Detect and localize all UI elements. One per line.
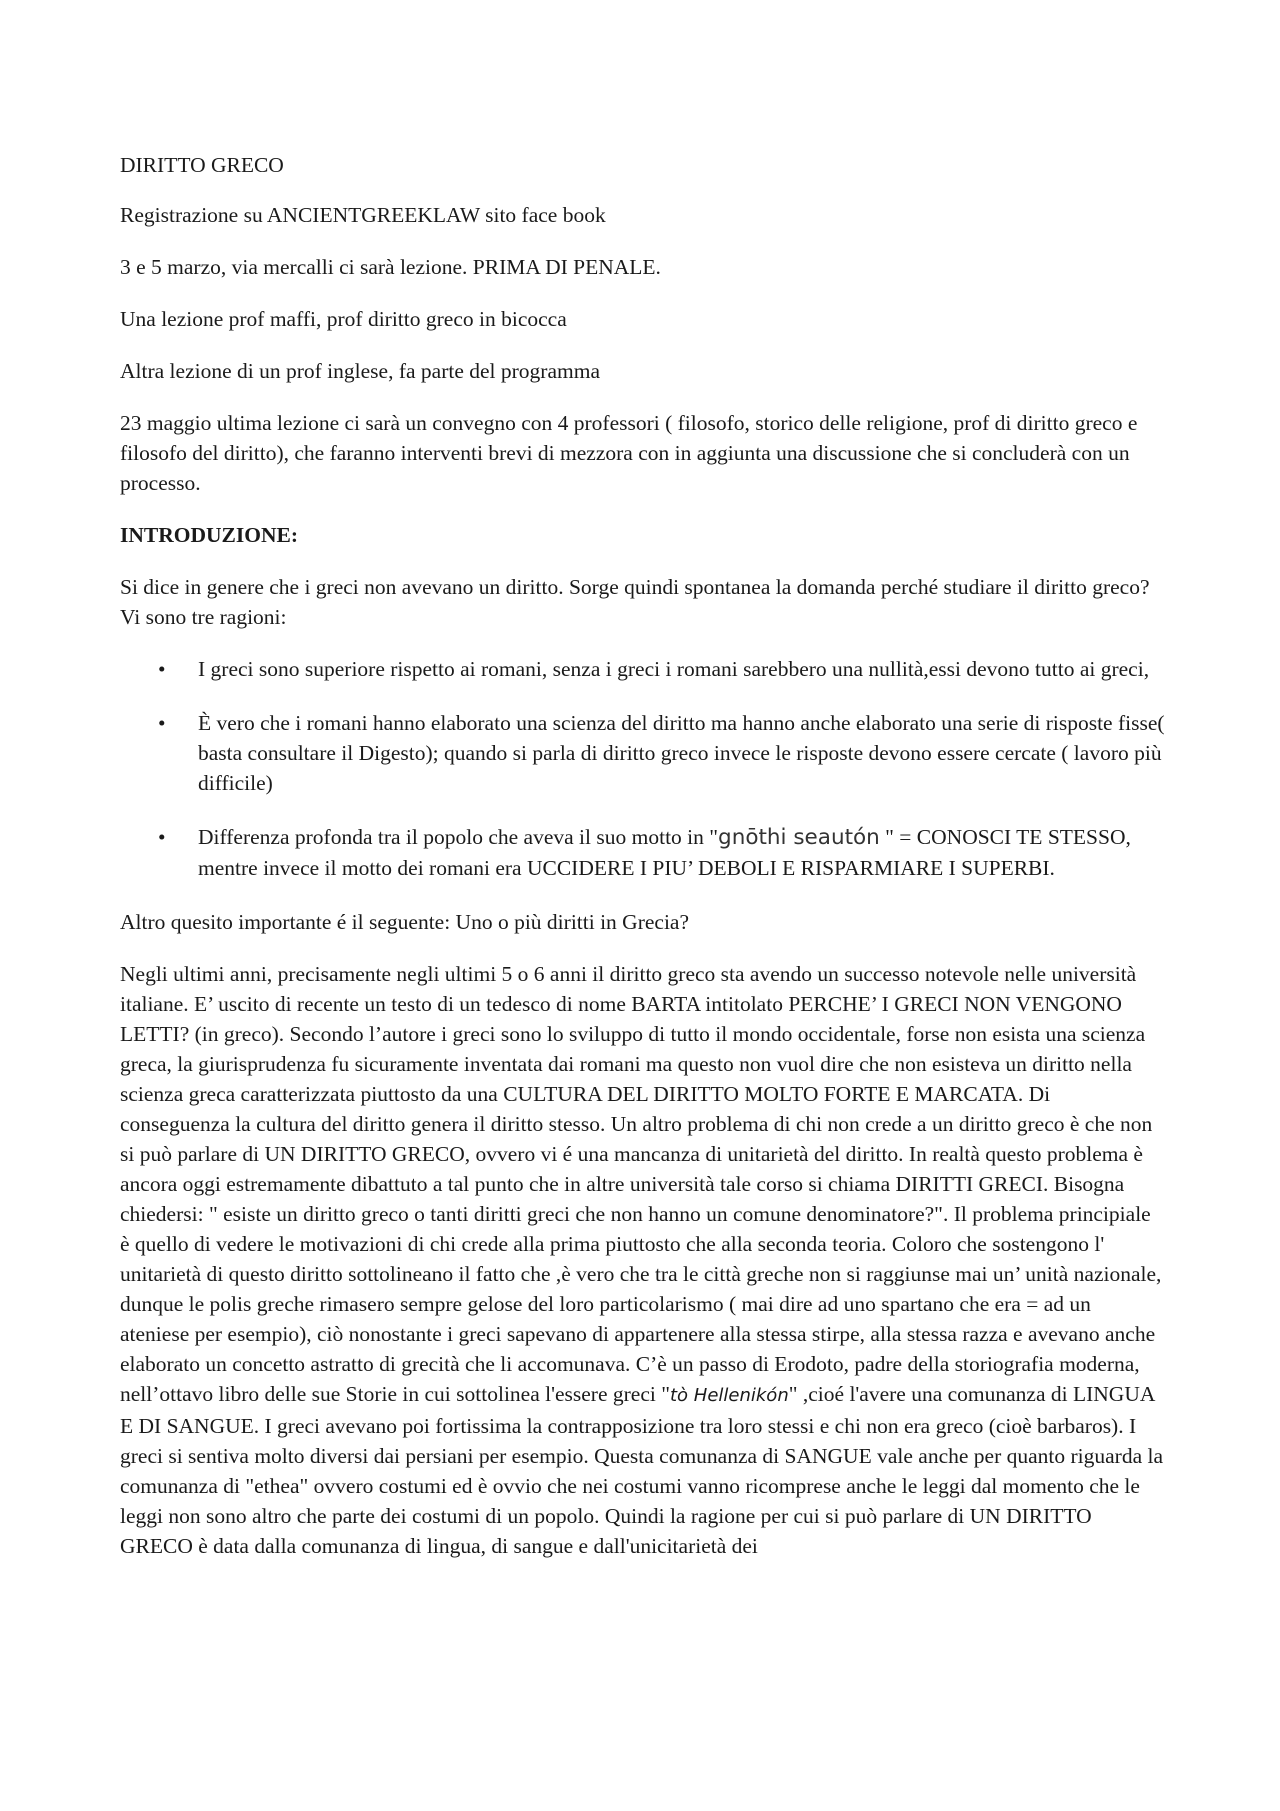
document-body [120,150,1165,1561]
list-item [120,708,1165,798]
list-item-text-before: Differenza profonda tra il popolo che aveva il suo motto in " [198,825,719,849]
question-paragraph: Altro quesito importante é il seguente: Uno o più diritti in Grecia? [120,910,690,934]
greek-motto: gnōthi seautón [718,825,880,850]
main-paragraph-part1: Negli ultimi anni, precisamente negli ultimi 5 o 6 anni il diritto greco sta avendo un successo notevole nelle università italiane. E’ uscito di recente un testo di un tedesco di nome BARTA intitolato PERCHE’ I GRECI NON VENGONO LETTI? (in greco). Secondo l’autore i greci sono lo sviluppo di tutto il mondo occidentale, forse non esista una scienza greca, la giurisprudenza fu sicuramente inventata dai romani ma questo non vuol dire che non esisteva un diritto nella scienza greca caratterizzata piuttosto da una CULTURA DEL DIRITTO MOLTO FORTE E MARCATA. Di conseguenza la cultura del diritto genera il diritto stesso. Un altro problema di chi non crede a un diritto greco è che non si può parlare di UN DIRITTO GRECO, ovvero vi é una mancanza di unitarietà del diritto. In realtà questo problema è ancora oggi estremamente dibattuto a tal punto che in altre università tale corso si chiama DIRITTI GRECI. Bisogna chiedersi: " esiste un diritto greco o tanti diritti greci che non hanno un comune denominatore?". Il problema principiale è quello di vedere le motivazioni di chi crede alla prima piuttosto che alla seconda teoria. Coloro che sostengono l' unitarietà di questo diritto sottolineano il fatto che ,è vero che tra le città greche non si raggiunse mai un’ unità nazionale, dunque le polis greche rimasero sempre gelose del loro particolarismo ( mai dire ad uno spartano che era = ad un ateniese per esempio), ciò nonostante i greci sapevano di appartenere alla stessa stirpe, alla stessa razza e avevano anche elaborato un concetto astratto di grecità che li accomunava. C’è un passo di Erodoto, padre della storiografia moderna, nell’ottavo libro delle sue Storie in cui sottolinea l'essere greci " [120,962,1162,1406]
note-english-prof: Altra lezione di un prof inglese, fa parte del programma [120,359,600,383]
list-item [120,822,1165,883]
main-paragraph [120,959,1165,1561]
greek-term: tò Hellenikón [670,1385,789,1406]
document-title: DIRITTO GRECO [120,153,284,177]
list-item-text: È vero che i romani hanno elaborato una scienza del diritto ma hanno anche elaborato una serie di risposte fisse( basta consultare il Digesto); quando si parla di diritto greco invece le risposte devono essere cercate ( lavoro più difficile) [198,711,1165,795]
note-registration: Registrazione su ANCIENTGREEKLAW sito face book [120,203,606,227]
note-march-lessons: 3 e 5 marzo, via mercalli ci sarà lezione. PRIMA DI PENALE. [120,255,661,279]
bullet-icon: • [158,657,166,681]
list-item-text-after: " = CONOSCI TE STESSO, mentre invece il motto dei romani era UCCIDERE I PIU’ DEBOLI E RISPARMIARE I SUPERBI. [198,825,1131,880]
list-item-text: I greci sono superiore rispetto ai romani, senza i greci i romani sarebbero una nullità,essi devono tutto ai greci, [198,657,1150,681]
note-maffi-lesson: Una lezione prof maffi, prof diritto greco in bicocca [120,307,567,331]
bullet-icon: • [158,825,166,849]
main-paragraph-part2: " ,cioé l'avere una comunanza di LINGUA E DI SANGUE. I greci avevano poi fortissima la contrapposizione tra loro stessi e chi non era greco (cioè barbaros). I greci si sentiva molto diversi dai persiani per esempio. Questa comunanza di SANGUE vale anche per quanto riguarda la comunanza di "ethea" ovvero costumi ed è ovvio che nei costumi vanno ricomprese anche le leggi dal momento che le leggi non sono altro che parte dei costumi di un popolo. Quindi la ragione per cui si può parlare di UN DIRITTO GRECO è data dalla comunanza di lingua, di sangue e dall'unicitarietà dei [120,1382,1164,1558]
list-item [120,654,1165,684]
reasons-list [120,654,1165,883]
bullet-icon: • [158,711,166,735]
note-may-conference: 23 maggio ultima lezione ci sarà un convegno con 4 professori ( filosofo, storico delle religione, prof di diritto greco e filosofo del diritto), che faranno interventi brevi di mezzora con in aggiunta una discussione che si concluderà con un processo. [120,411,1138,495]
intro-paragraph: Si dice in genere che i greci non avevano un diritto. Sorge quindi spontanea la domanda perché studiare il diritto greco? Vi sono tre ragioni: [120,575,1150,629]
section-heading-introduzione: INTRODUZIONE: [120,523,298,547]
